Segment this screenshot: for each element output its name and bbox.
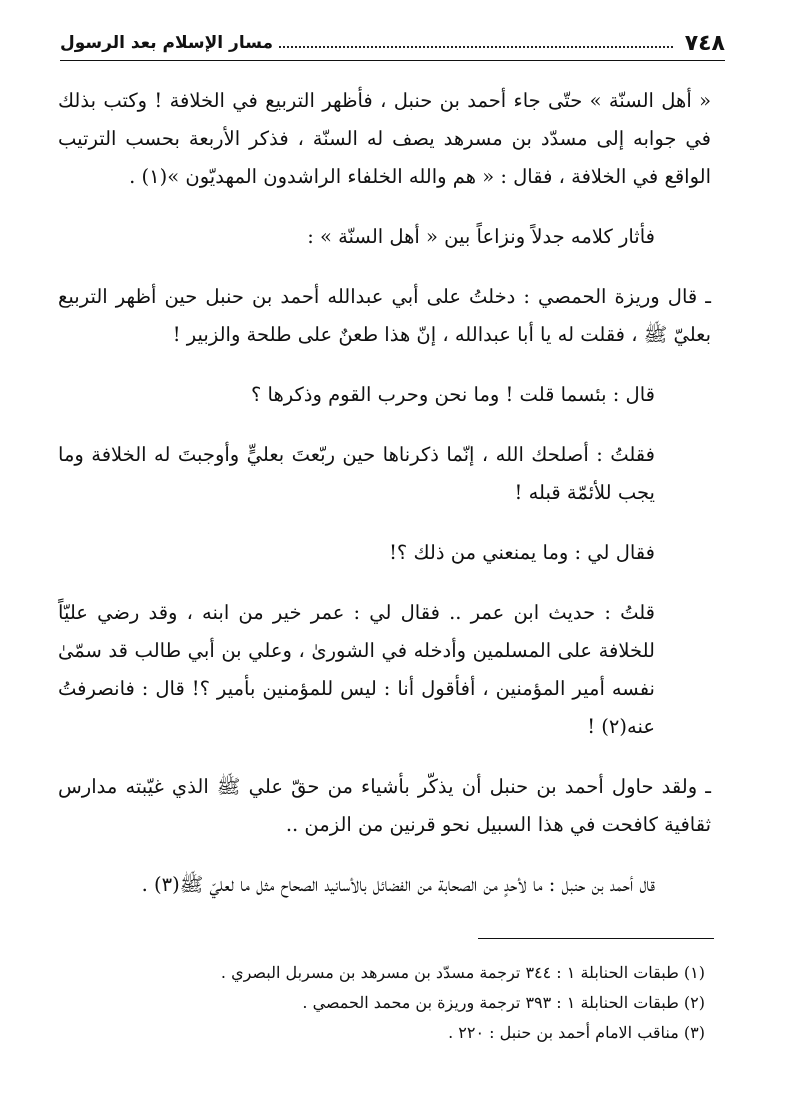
footnote-separator — [478, 938, 714, 939]
paragraph-4: قال : بئسما قلت ! وما نحن وحرب القوم وذكرها ؟ — [250, 383, 655, 406]
page-number: ٧٤٨ — [684, 30, 725, 56]
paragraph-3: ـ قال وريزة الحمصي : دخلتُ على أبي عبدالله أحمد بن حنبل حين أظهر التربيع بعليّ ﷺ ، فقلت له يا أبا عبدالله ، إنّ هذا طعنٌ على طلحة والزبير ! — [58, 285, 711, 346]
paragraph-7: قلتُ : حديث ابن عمر .. فقال لي : عمر خير من ابنه ، وقد رضي عليّاً للخلافة على المسلمين وأدخله في الشورىٰ ، وعلي بن أبي طالب قد سمّىٰ نفسه أمير المؤمنين ، أفأقول أنا : ليس للمؤمنين بأمير ؟! قال : فانصرفتُ عنه(٢) ! — [58, 601, 655, 738]
paragraph-2: فأثار كلامه جدلاً ونزاعاً بين « أهل السنّة » : — [307, 225, 655, 248]
header-dot-leader — [279, 46, 673, 48]
page-header — [60, 26, 725, 61]
footnotes — [60, 958, 705, 1048]
paragraph-1: « أهل السنّة » حتّى جاء أحمد بن حنبل ، فأظهر التربيع في الخلافة ! وكتب بذلك في جوابه إلى مسدّد بن مسرهد يصف له السنّة ، فذكر الأربعة بحسب الترتيب الواقع في الخلافة ، فقال : « هم والله الخلفاء الراشدون المهديّون »(١) . — [58, 89, 711, 188]
paragraph-9: قال أحمد بن حنبل : ما لأحدٍ من الصحابة من الفضائل بالأسانيد الصحاح مثل ما لعليّ ﷺ(٣) . — [141, 873, 655, 896]
paragraph-8: ـ ولقد حاول أحمد بن حنبل أن يذكّر بأشياء من حقّ علي ﷺ الذي غيّبته مدارس ثقافية كافحت في هذا السبيل نحو قرنين من الزمن .. — [58, 775, 711, 836]
paragraph-6: فقال لي : وما يمنعني من ذلك ؟! — [389, 541, 655, 564]
footnote-2: (٢) طبقات الحنابلة ١ : ٣٩٣ ترجمة وريزة بن محمد الحمصي . — [302, 993, 705, 1012]
footnote-1: (١) طبقات الحنابلة ١ : ٣٤٤ ترجمة مسدّد بن مسرهد بن مسربل البصري . — [220, 963, 705, 982]
paragraph-5: فقلتُ : أصلحك الله ، إنّما ذكرناها حين ربّعتَ بعليٍّ وأوجبتَ له الخلافة وما يجب للأئمّة قبله ! — [58, 443, 655, 504]
main-text — [58, 82, 711, 926]
running-title: مسار الإسلام بعد الرسول — [60, 33, 274, 53]
footnote-3: (٣) مناقب الامام أحمد بن حنبل : ٢٢٠ . — [448, 1023, 705, 1042]
